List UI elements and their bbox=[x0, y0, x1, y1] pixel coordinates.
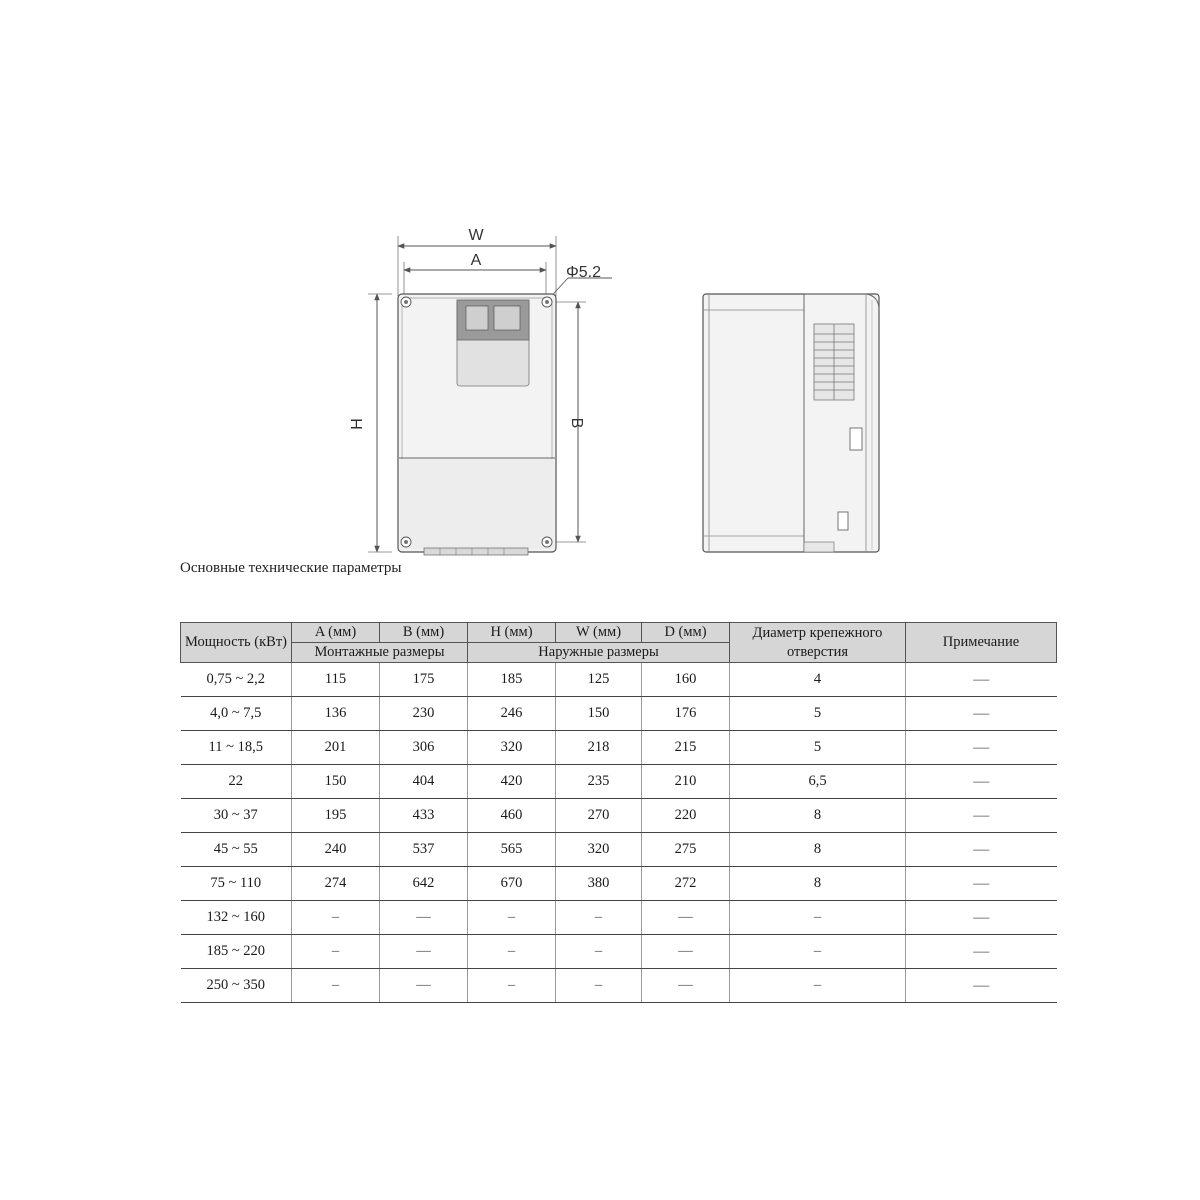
cell-w: 235 bbox=[556, 765, 642, 799]
cell-d: 220 bbox=[642, 799, 730, 833]
table-row bbox=[181, 799, 1057, 833]
cell-note: — bbox=[906, 697, 1057, 731]
vent-grille-icon bbox=[814, 324, 854, 400]
table-row bbox=[181, 833, 1057, 867]
group-outer: Наружные размеры bbox=[468, 643, 730, 663]
header-note: Примечание bbox=[906, 623, 1057, 663]
cell-note: — bbox=[906, 663, 1057, 697]
cell-b: — bbox=[380, 935, 468, 969]
cell-b: 230 bbox=[380, 697, 468, 731]
cell-d: — bbox=[642, 935, 730, 969]
cell-hole: – bbox=[730, 969, 906, 1003]
cell-a: – bbox=[292, 935, 380, 969]
cell-note: — bbox=[906, 867, 1057, 901]
header-b: B (мм) bbox=[380, 623, 468, 643]
cell-a: 115 bbox=[292, 663, 380, 697]
cell-hole: 6,5 bbox=[730, 765, 906, 799]
table-row bbox=[181, 731, 1057, 765]
cell-a: – bbox=[292, 901, 380, 935]
cell-h: – bbox=[468, 901, 556, 935]
cell-b: — bbox=[380, 969, 468, 1003]
cell-power: 185 ~ 220 bbox=[181, 935, 292, 969]
cell-b: — bbox=[380, 901, 468, 935]
cell-w: – bbox=[556, 969, 642, 1003]
table-row bbox=[181, 765, 1057, 799]
cell-note: — bbox=[906, 731, 1057, 765]
cell-d: — bbox=[642, 969, 730, 1003]
cell-hole: 5 bbox=[730, 697, 906, 731]
cell-hole: – bbox=[730, 935, 906, 969]
table-row bbox=[181, 969, 1057, 1003]
cell-hole: 8 bbox=[730, 799, 906, 833]
cell-b: 642 bbox=[380, 867, 468, 901]
latch-icon bbox=[850, 428, 862, 450]
header-hole: Диаметр крепежного отверстия bbox=[730, 623, 906, 663]
cell-w: – bbox=[556, 901, 642, 935]
table-body bbox=[181, 663, 1057, 1003]
table-row bbox=[181, 663, 1057, 697]
cell-h: – bbox=[468, 969, 556, 1003]
cell-w: 150 bbox=[556, 697, 642, 731]
cell-h: – bbox=[468, 935, 556, 969]
cell-hole: 8 bbox=[730, 867, 906, 901]
cell-power: 75 ~ 110 bbox=[181, 867, 292, 901]
label-a: A bbox=[470, 252, 482, 269]
cell-hole: – bbox=[730, 901, 906, 935]
group-mounting: Монтажные размеры bbox=[292, 643, 468, 663]
cell-note: — bbox=[906, 969, 1057, 1003]
cell-power: 250 ~ 350 bbox=[181, 969, 292, 1003]
cell-d: 160 bbox=[642, 663, 730, 697]
cell-b: 404 bbox=[380, 765, 468, 799]
cell-w: 320 bbox=[556, 833, 642, 867]
label-h: H bbox=[349, 418, 366, 430]
cell-note: — bbox=[906, 765, 1057, 799]
cell-w: 380 bbox=[556, 867, 642, 901]
cell-note: — bbox=[906, 901, 1057, 935]
cell-hole: 5 bbox=[730, 731, 906, 765]
cell-w: 270 bbox=[556, 799, 642, 833]
table-row bbox=[181, 867, 1057, 901]
cell-power: 11 ~ 18,5 bbox=[181, 731, 292, 765]
cell-w: 218 bbox=[556, 731, 642, 765]
cell-power: 45 ~ 55 bbox=[181, 833, 292, 867]
cell-note: — bbox=[906, 799, 1057, 833]
cell-w: 125 bbox=[556, 663, 642, 697]
cell-a: – bbox=[292, 969, 380, 1003]
header-row bbox=[181, 623, 1057, 643]
cell-a: 201 bbox=[292, 731, 380, 765]
cell-power: 30 ~ 37 bbox=[181, 799, 292, 833]
label-w: W bbox=[468, 227, 484, 244]
cell-power: 22 bbox=[181, 765, 292, 799]
header-power: Мощность (кВт) bbox=[181, 623, 292, 663]
header-d: D (мм) bbox=[642, 623, 730, 643]
front-view bbox=[349, 227, 612, 555]
cell-power: 4,0 ~ 7,5 bbox=[181, 697, 292, 731]
cell-hole: 8 bbox=[730, 833, 906, 867]
cell-h: 185 bbox=[468, 663, 556, 697]
cell-note: — bbox=[906, 833, 1057, 867]
cell-d: 210 bbox=[642, 765, 730, 799]
cell-hole: 4 bbox=[730, 663, 906, 697]
header-a: A (мм) bbox=[292, 623, 380, 643]
cell-w: – bbox=[556, 935, 642, 969]
table-row bbox=[181, 901, 1057, 935]
cell-a: 150 bbox=[292, 765, 380, 799]
table-row bbox=[181, 935, 1057, 969]
table-row bbox=[181, 697, 1057, 731]
specifications-table bbox=[180, 622, 1057, 1003]
cell-b: 433 bbox=[380, 799, 468, 833]
cell-b: 306 bbox=[380, 731, 468, 765]
cell-power: 0,75 ~ 2,2 bbox=[181, 663, 292, 697]
cell-d: 275 bbox=[642, 833, 730, 867]
cell-d: 215 bbox=[642, 731, 730, 765]
label-b: B bbox=[568, 417, 585, 429]
cell-d: 176 bbox=[642, 697, 730, 731]
cell-d: — bbox=[642, 901, 730, 935]
cell-d: 272 bbox=[642, 867, 730, 901]
side-view bbox=[703, 294, 879, 552]
section-caption: Основные технические параметры bbox=[180, 560, 402, 576]
header-w: W (мм) bbox=[556, 623, 642, 643]
cell-h: 420 bbox=[468, 765, 556, 799]
cell-b: 537 bbox=[380, 833, 468, 867]
cell-h: 565 bbox=[468, 833, 556, 867]
cell-power: 132 ~ 160 bbox=[181, 901, 292, 935]
label-hole-diameter: Φ5.2 bbox=[566, 264, 602, 281]
cell-a: 240 bbox=[292, 833, 380, 867]
cell-h: 670 bbox=[468, 867, 556, 901]
cell-h: 460 bbox=[468, 799, 556, 833]
cell-h: 246 bbox=[468, 697, 556, 731]
cell-a: 274 bbox=[292, 867, 380, 901]
cell-a: 136 bbox=[292, 697, 380, 731]
cell-b: 175 bbox=[380, 663, 468, 697]
cell-a: 195 bbox=[292, 799, 380, 833]
header-h: H (мм) bbox=[468, 623, 556, 643]
cell-note: — bbox=[906, 935, 1057, 969]
cell-h: 320 bbox=[468, 731, 556, 765]
